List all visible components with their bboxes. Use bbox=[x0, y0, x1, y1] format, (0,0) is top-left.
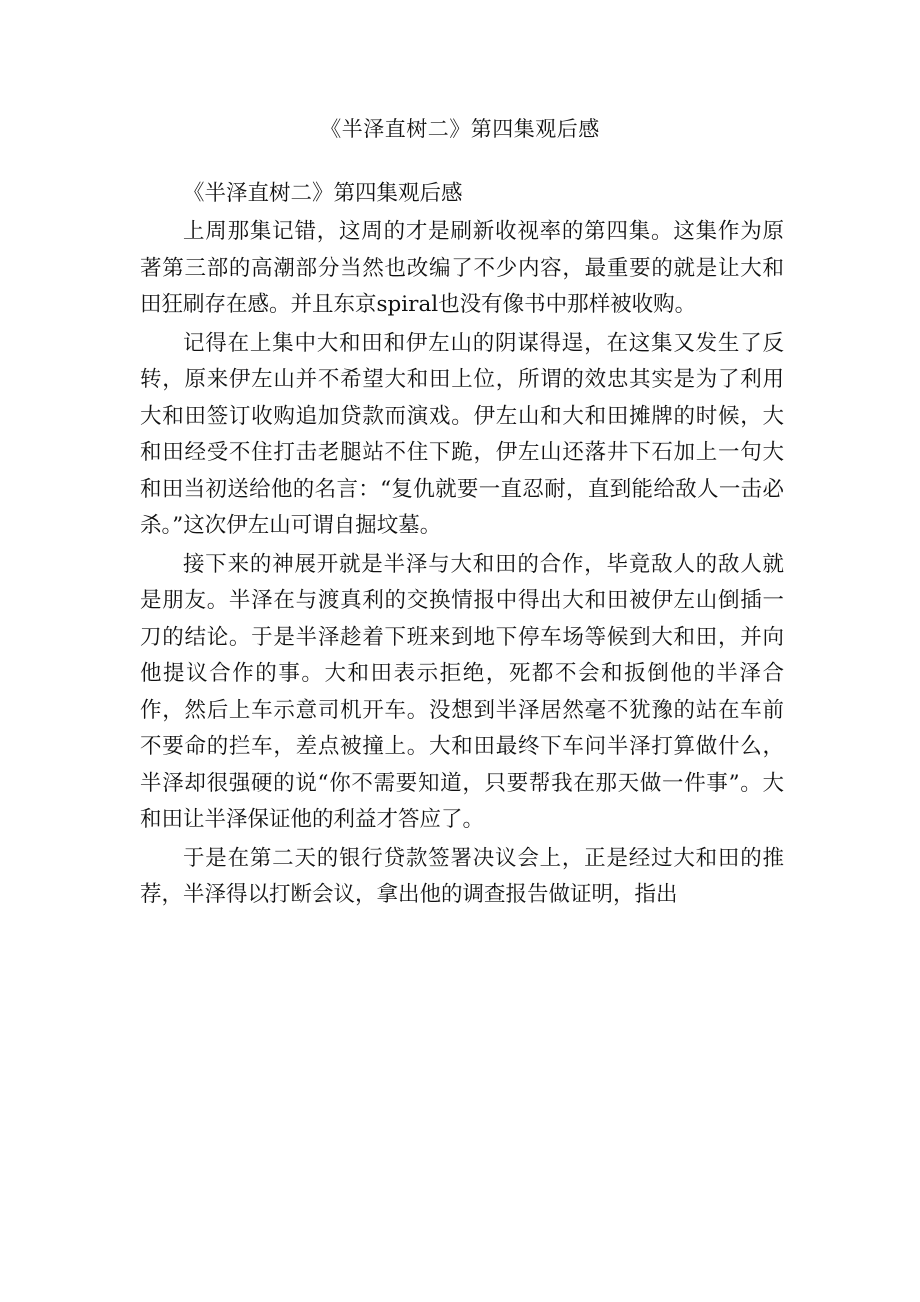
paragraph-2: 记得在上集中大和田和伊左山的阴谋得逞，在这集又发生了反转，原来伊左山并不希望大和田上位，所谓的效忠其实是为了利用大和田签订收购追加贷款而演戏。伊左山和大和田摊牌的时候，大和田经受不住打击老腿站不住下跪，伊左山还落井下石加上一句大和田当初送给他的名言：“复仇就要一直忍耐，直到能给敌人一击必杀。”这次伊左山可谓自掘坟墓。 bbox=[140, 330, 784, 538]
paragraph-4: 于是在第二天的银行贷款签署决议会上，正是经过大和田的推荐，半泽得以打断会议，拿出他的调查报告做证明，指出 bbox=[140, 845, 784, 907]
paragraph-3: 接下来的神展开就是半泽与大和田的合作，毕竟敌人的敌人就是朋友。半泽在与渡真利的交换情报中得出大和田被伊左山倒插一刀的结论。于是半泽趁着下班来到地下停车场等候到大和田，并向他提议合作的事。大和田表示拒绝，死都不会和扳倒他的半泽合作，然后上车示意司机开车。没想到半泽居然毫不犹豫的站在车前不要命的拦车，差点被撞上。大和田最终下车问半泽打算做什么，半泽却很强硬的说“你不需要知道，只要帮我在那天做一件事”。大和田让半泽保证他的利益才答应了。 bbox=[140, 551, 784, 832]
document-title: 《半泽直树二》第四集观后感 bbox=[320, 117, 600, 141]
document-body bbox=[140, 176, 784, 914]
paragraph-subtitle: 《半泽直树二》第四集观后感 bbox=[183, 181, 463, 206]
paragraph-1: 上周那集记错，这周的才是刷新收视率的第四集。这集作为原著第三部的高潮部分当然也改编了不少内容，最重要的就是让大和田狂刷存在感。并且东京spiral也没有像书中那样被收购。 bbox=[140, 219, 784, 317]
